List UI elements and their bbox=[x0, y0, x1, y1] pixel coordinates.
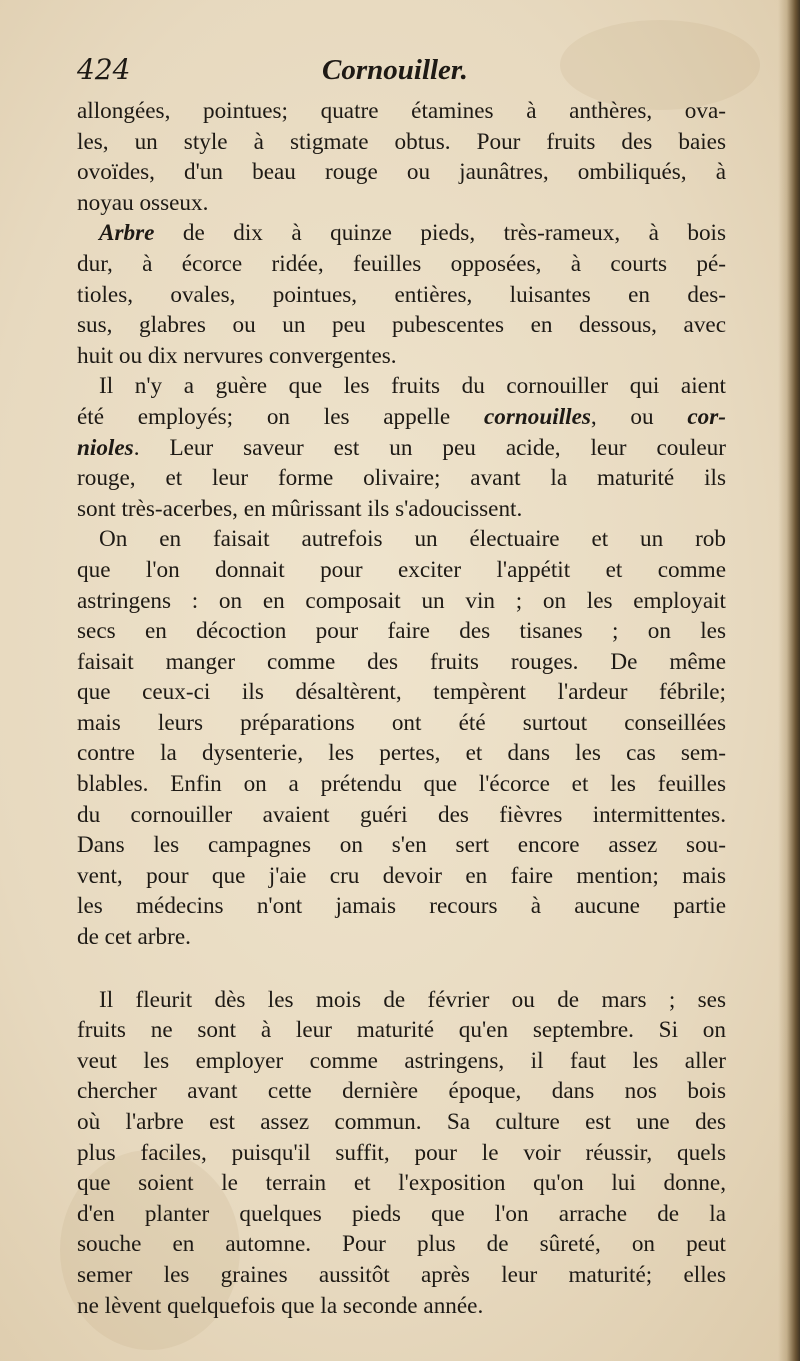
text-line: faisait manger comme des fruits rouges. De même bbox=[77, 648, 726, 675]
text-line: ovoïdes, d'un beau rouge ou jaunâtres, ombiliqués, à bbox=[77, 159, 726, 186]
text-line: où l'arbre est assez commun. Sa culture est une des bbox=[77, 1109, 726, 1135]
page-number: 424 bbox=[77, 53, 131, 86]
text-line: fruits ne sont à leur maturité qu'en septembre. Si on bbox=[77, 1017, 726, 1044]
text-line: semer les graines aussitôt après leur maturité; elles bbox=[77, 1261, 726, 1288]
text-line: du cornouiller avaient guéri des fièvres intermittentes. bbox=[77, 801, 726, 828]
text-fragment: , ou bbox=[590, 403, 688, 430]
term-arbre: Arbre bbox=[99, 220, 155, 247]
text-line: de cet arbre. bbox=[77, 924, 191, 951]
paragraph-cultivation bbox=[77, 985, 726, 1322]
text-line: mais leurs préparations ont été surtout conseillées bbox=[77, 709, 726, 736]
text-line bbox=[77, 218, 726, 249]
text-line: Il n'y a guère que les fruits du cornouiller qui aient bbox=[99, 373, 726, 400]
text-line: vent, pour que j'aie cru devoir en faire mention; mais bbox=[77, 862, 726, 889]
paragraph-medicinal bbox=[77, 524, 726, 952]
paragraph-arbre bbox=[77, 218, 726, 371]
text-line: d'en planter quelques pieds que l'on arrache de la bbox=[77, 1200, 726, 1227]
text-fragment: . Leur saveur est un peu acide, leur couleur bbox=[133, 434, 726, 461]
text-line: noyau osseux. bbox=[77, 189, 209, 216]
text-line: chercher avant cette dernière époque, dans nos bois bbox=[77, 1078, 726, 1105]
text-line: astringens : on en composait un vin ; on les employait bbox=[77, 587, 726, 614]
running-title: Cornouiller. bbox=[322, 54, 468, 86]
text-line: veut les employer comme astringens, il faut les aller bbox=[77, 1047, 726, 1074]
text-line: On en faisait autrefois un électuaire et un rob bbox=[99, 526, 726, 553]
text-line: allongées, pointues; quatre étamines à anthères, ova- bbox=[77, 98, 726, 124]
text-line: les médecins n'ont jamais recours à aucune partie bbox=[77, 893, 726, 920]
text-line: dur, à écorce ridée, feuilles opposées, à courts pé- bbox=[77, 250, 726, 277]
paragraph-description bbox=[77, 96, 726, 218]
text-line: huit ou dix nervures convergentes. bbox=[77, 342, 397, 369]
text-fragment: été employés; on les appelle bbox=[77, 403, 484, 430]
paragraph-spacer bbox=[77, 953, 726, 985]
text-fragment: de dix à quinze pieds, très-rameux, à bois bbox=[154, 220, 726, 247]
body-text bbox=[77, 96, 726, 1321]
text-line: souche en automne. Pour plus de sûreté, on peut bbox=[77, 1231, 726, 1258]
text-line: les, un style à stigmate obtus. Pour fruits des baies bbox=[77, 128, 726, 155]
text-line: blables. Enfin on a prétendu que l'écorce et les feuilles bbox=[77, 771, 726, 798]
page-header bbox=[77, 52, 727, 92]
term-cornioles-start: cor- bbox=[687, 403, 727, 430]
term-cornouilles: cornouilles bbox=[483, 403, 591, 430]
text-line: sont très-acerbes, en mûrissant ils s'adoucissent. bbox=[77, 495, 523, 522]
term-cornioles-end: nioles bbox=[77, 434, 134, 461]
text-line: Dans les campagnes on s'en sert encore assez sou- bbox=[77, 832, 726, 859]
text-line: rouge, et leur forme olivaire; avant la maturité ils bbox=[77, 465, 726, 492]
text-line: sus, glabres ou un peu pubescentes en dessous, avec bbox=[77, 312, 726, 339]
text-line: Il fleurit dès les mois de février ou de mars ; ses bbox=[99, 986, 726, 1013]
text-line: ne lèvent quelquefois que la seconde année. bbox=[77, 1292, 484, 1319]
page-edge bbox=[778, 0, 800, 1361]
text-line: plus faciles, puisqu'il suffit, pour le voir réussir, quels bbox=[77, 1139, 726, 1166]
text-line: tioles, ovales, pointues, entières, luisantes en des- bbox=[77, 281, 726, 308]
text-line: que ceux-ci ils désaltèrent, tempèrent l'ardeur fébrile; bbox=[77, 679, 726, 706]
text-line: contre la dysenterie, les pertes, et dans les cas sem- bbox=[77, 740, 726, 767]
text-line: secs en décoction pour faire des tisanes ; on les bbox=[77, 618, 726, 645]
text-line: que soient le terrain et l'exposition qu'on lui donne, bbox=[77, 1170, 726, 1197]
text-line bbox=[77, 433, 726, 464]
text-line bbox=[77, 402, 726, 433]
text-line: que l'on donnait pour exciter l'appétit et comme bbox=[77, 556, 726, 583]
paragraph-fruits bbox=[77, 371, 726, 524]
